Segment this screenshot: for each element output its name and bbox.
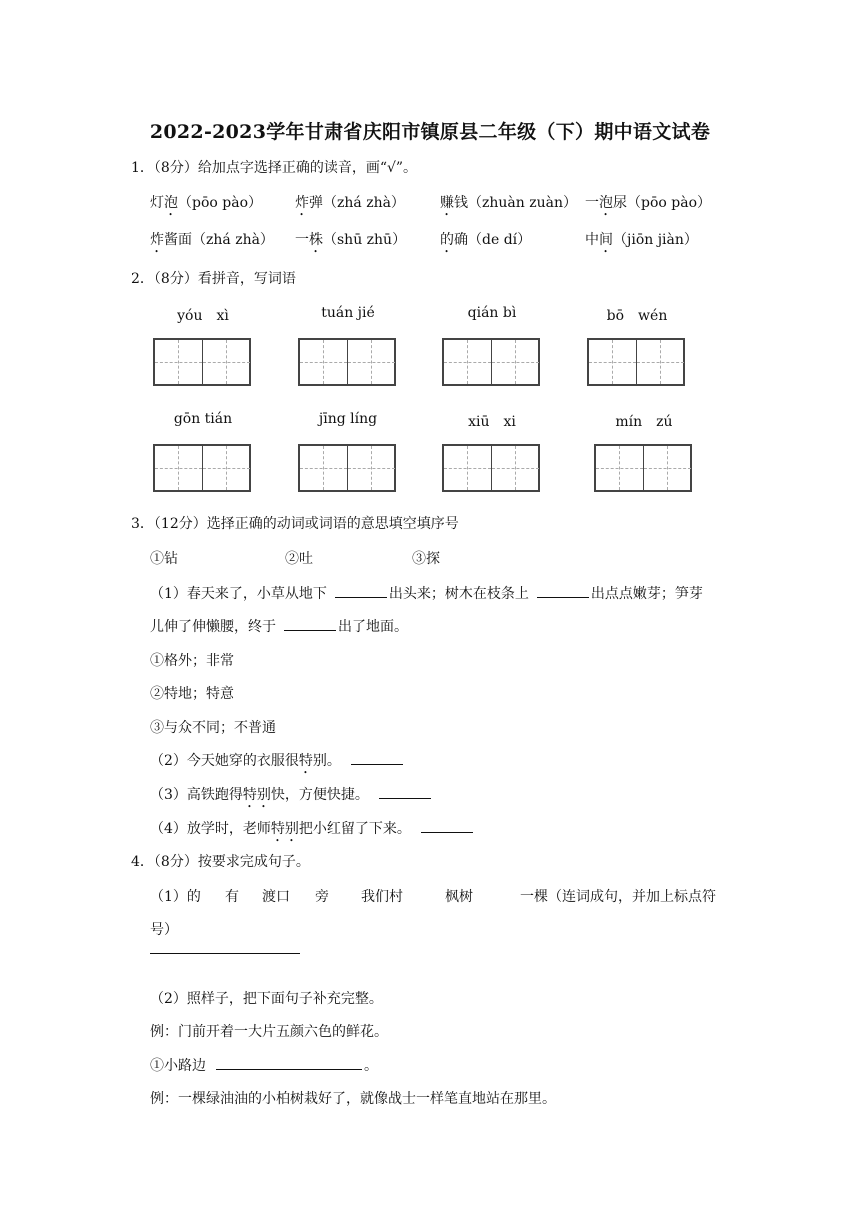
meaning-option: ②特地；特意	[150, 686, 234, 702]
writing-grid[interactable]	[442, 444, 540, 492]
pinyin-label: jīng líng	[318, 411, 378, 427]
writing-grid[interactable]	[153, 338, 251, 386]
answer-blank[interactable]	[284, 616, 336, 631]
verb-option: ①钻	[150, 551, 178, 567]
meaning-option: ③与众不同；不普通	[150, 720, 276, 736]
fill-sentence-1: ①小路边 。	[150, 1055, 378, 1075]
q1-item[interactable]: 灯泡（pōo pào）	[150, 195, 263, 211]
q1-item[interactable]: 一泡尿（pōo pào）	[585, 195, 712, 211]
q3-sentence-2: （2）今天她穿的衣服很特别。	[150, 750, 405, 777]
answer-blank[interactable]	[537, 583, 589, 598]
q4-sub2: （2）照样子，把下面句子补充完整。	[150, 991, 383, 1007]
q4-heading: 4．（8分）按要求完成句子。	[131, 854, 310, 870]
q1-item[interactable]: 一株（shū zhū）	[295, 232, 407, 248]
word-chip: 枫树	[445, 889, 473, 905]
meaning-option: ①格外；非常	[150, 653, 234, 669]
q1-heading: 1．（8分）给加点字选择正确的读音，画“√”。	[131, 160, 418, 176]
q3-heading: 3．（12分）选择正确的动词或词语的意思填空填序号	[131, 516, 459, 532]
verb-option: ③探	[412, 551, 440, 567]
example-sentence: 例：门前开着一大片五颜六色的鲜花。	[150, 1024, 388, 1040]
writing-grid[interactable]	[594, 444, 692, 492]
q1-item[interactable]: 炸弹（zhá zhà）	[295, 195, 405, 211]
word-chip: 旁	[315, 889, 329, 905]
writing-grid[interactable]	[298, 444, 396, 492]
q1-item[interactable]: 赚钱（zhuàn zuàn）	[440, 195, 577, 211]
word-chip: （1）的	[150, 889, 201, 905]
writing-grid[interactable]	[153, 444, 251, 492]
pinyin-label: bō wén	[606, 308, 668, 324]
word-chip: 有	[225, 889, 239, 905]
writing-grid[interactable]	[587, 338, 685, 386]
answer-blank[interactable]	[351, 750, 403, 765]
q1-item[interactable]: 炸酱面（zhá zhà）	[150, 232, 274, 248]
pinyin-label: xiū xi	[468, 414, 516, 430]
q1-item[interactable]: 的确（de dí）	[440, 232, 532, 248]
q3-sentence-1: （1）春天来了，小草从地下 出头来；树木在枝条上 出点点嫩芽；笋芽	[150, 583, 703, 603]
answer-blank[interactable]	[421, 818, 473, 833]
pinyin-label: mín zú	[615, 414, 673, 430]
word-chip: 一棵（连词成句，并加上标点符	[520, 889, 716, 905]
q1-item[interactable]: 中间（jiōn jiàn）	[585, 232, 698, 248]
answer-line[interactable]	[150, 953, 300, 954]
q3-sentence-1-cont: 儿伸了伸懒腰，终于 出了地面。	[150, 616, 408, 636]
answer-blank[interactable]	[379, 784, 431, 799]
word-chip: 渡口	[262, 889, 290, 905]
q2-heading: 2．（8分）看拼音，写词语	[131, 271, 296, 287]
writing-grid[interactable]	[298, 338, 396, 386]
q3-sentence-4: （4）放学时，老师特别把小红留了下来。	[150, 818, 475, 845]
pinyin-label: tuán jié	[321, 305, 375, 321]
q3-sentence-3: （3）高铁跑得特别快，方便快捷。	[150, 784, 433, 811]
writing-grid[interactable]	[442, 338, 540, 386]
pinyin-label: qián bì	[467, 305, 517, 321]
word-chip: 我们村	[361, 889, 403, 905]
answer-blank[interactable]	[216, 1055, 362, 1070]
exam-title: 2022-2023学年甘肃省庆阳市镇原县二年级（下）期中语文试卷	[149, 121, 711, 143]
example-sentence: 例：一棵绿油油的小柏树栽好了，就像战士一样笔直地站在那里。	[150, 1091, 556, 1107]
answer-blank[interactable]	[335, 583, 387, 598]
word-chip-wrap: 号）	[150, 922, 178, 938]
pinyin-label: yóu xì	[177, 308, 229, 324]
verb-option: ②吐	[285, 551, 313, 567]
pinyin-label: gōn tián	[173, 411, 233, 427]
